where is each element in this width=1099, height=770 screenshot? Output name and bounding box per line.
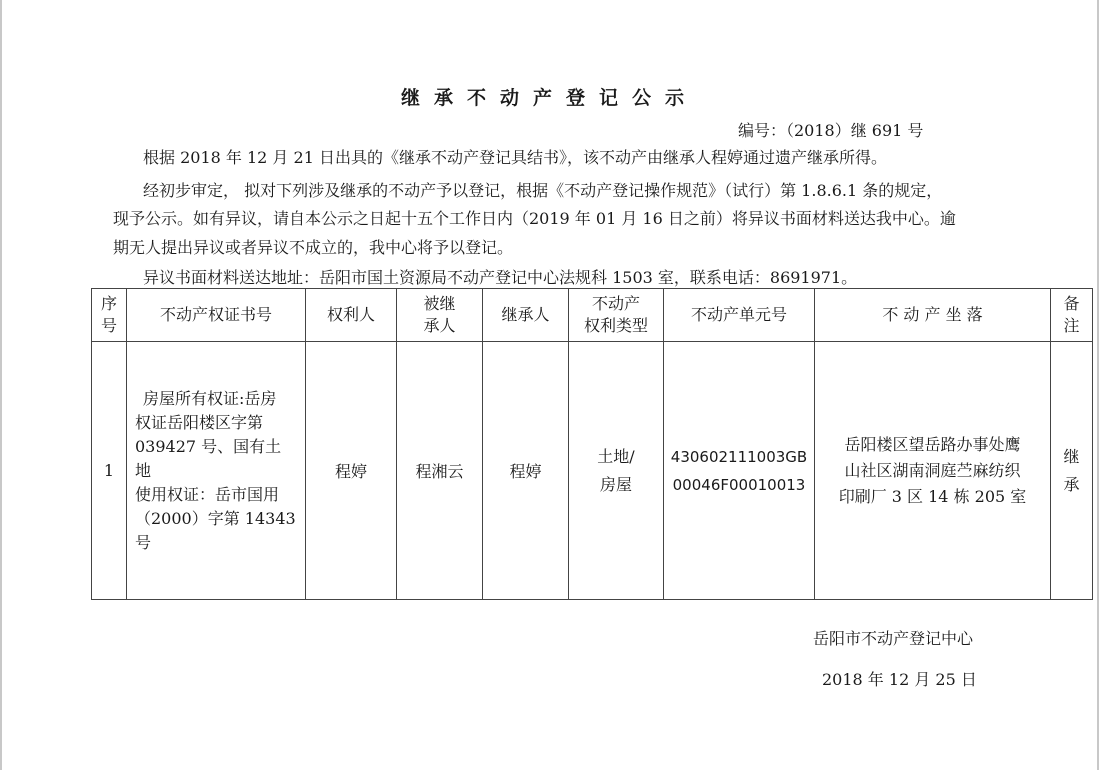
location-line-1: 岳阳楼区望岳路办事处鹰	[844, 434, 1021, 454]
header-right-holder: 权利人	[306, 289, 397, 342]
cert-line-1: 房屋所有权证:岳房	[143, 388, 277, 408]
header-seq	[92, 289, 127, 342]
cell-decedent: 程湘云	[397, 342, 483, 600]
paragraph-review-line-3: 期无人提出异议或者异议不成立的，我中心将予以登记。	[113, 238, 514, 257]
cell-right-holder: 程婷	[306, 342, 397, 600]
unit-no-line-1: 430602111003GB	[670, 447, 808, 466]
header-decedent	[397, 289, 483, 342]
cert-line-5: （2000）字第 14343	[135, 508, 296, 528]
cert-line-2: 权证岳阳楼区字第	[135, 412, 264, 432]
paragraph-objection-address: 异议书面材料送达地址：岳阳市国土资源局不动产登记中心法规科 1503 室，联系电话：8691971。	[143, 268, 858, 287]
header-heir: 继承人	[483, 289, 569, 342]
header-right-type	[569, 289, 664, 342]
table-row	[92, 342, 1093, 600]
header-decedent-line-2: 承人	[423, 316, 456, 335]
remark-line-2: 承	[1063, 474, 1080, 494]
cell-cert-no	[127, 342, 306, 600]
remark-line-1: 继	[1063, 446, 1080, 466]
table-header-row	[92, 289, 1093, 342]
cell-seq: 1	[92, 342, 127, 600]
header-right-type-line-1: 不动产	[591, 294, 640, 313]
cell-right-type	[569, 342, 664, 600]
header-remark	[1051, 289, 1093, 342]
cell-unit-no	[664, 342, 815, 600]
paragraph-review-line-2: 现予公示。如有异议，请自本公示之日起十五个工作日内（2019 年 01 月 16 日之前）将异议书面材料送达我中心。逾	[113, 209, 956, 228]
header-seq-line-2: 号	[100, 316, 117, 335]
unit-no-line-2: 00046F00010013	[672, 475, 806, 494]
cert-line-6: 号	[135, 532, 152, 552]
header-cert-no: 不动产权证书号	[127, 289, 306, 342]
header-decedent-line-1: 被继	[423, 294, 456, 313]
right-type-line-1: 土地/	[597, 446, 635, 466]
cert-line-3: 039427 号、国有土地	[135, 436, 282, 480]
header-remark-line-1: 备	[1063, 294, 1080, 313]
location-line-3: 印刷厂 3 区 14 栋 205 室	[838, 486, 1027, 506]
issuing-organization: 岳阳市不动产登记中心	[813, 629, 974, 648]
cell-heir: 程婷	[483, 342, 569, 600]
header-location: 不 动 产 坐 落	[815, 289, 1051, 342]
cell-remark	[1051, 342, 1093, 600]
cell-location	[815, 342, 1051, 600]
location-line-2: 山社区湖南洞庭苎麻纺织	[844, 460, 1021, 480]
property-table	[91, 288, 1093, 600]
notice-title: 继承不动产登记公示	[400, 87, 698, 109]
header-right-type-line-2: 权利类型	[583, 316, 648, 335]
paragraph-basis: 根据 2018 年 12 月 21 日出具的《继承不动产登记具结书》，该不动产由继承人程婷通过遗产继承所得。	[143, 148, 887, 167]
cert-line-4: 使用权证：岳市国用	[135, 484, 280, 504]
scan-edge-left	[0, 0, 2, 770]
issue-date: 2018 年 12 月 25 日	[822, 670, 977, 689]
paragraph-review-line-1: 经初步审定， 拟对下列涉及继承的不动产予以登记，根据《不动产登记操作规范》（试行）第 1.8.6.1 条的规定，	[143, 181, 943, 200]
header-unit-no: 不动产单元号	[664, 289, 815, 342]
document-number: 编号：（2018）继 691 号	[738, 121, 924, 140]
header-remark-line-2: 注	[1063, 316, 1080, 335]
header-seq-line-1: 序	[100, 294, 117, 313]
right-type-line-2: 房屋	[599, 474, 632, 494]
